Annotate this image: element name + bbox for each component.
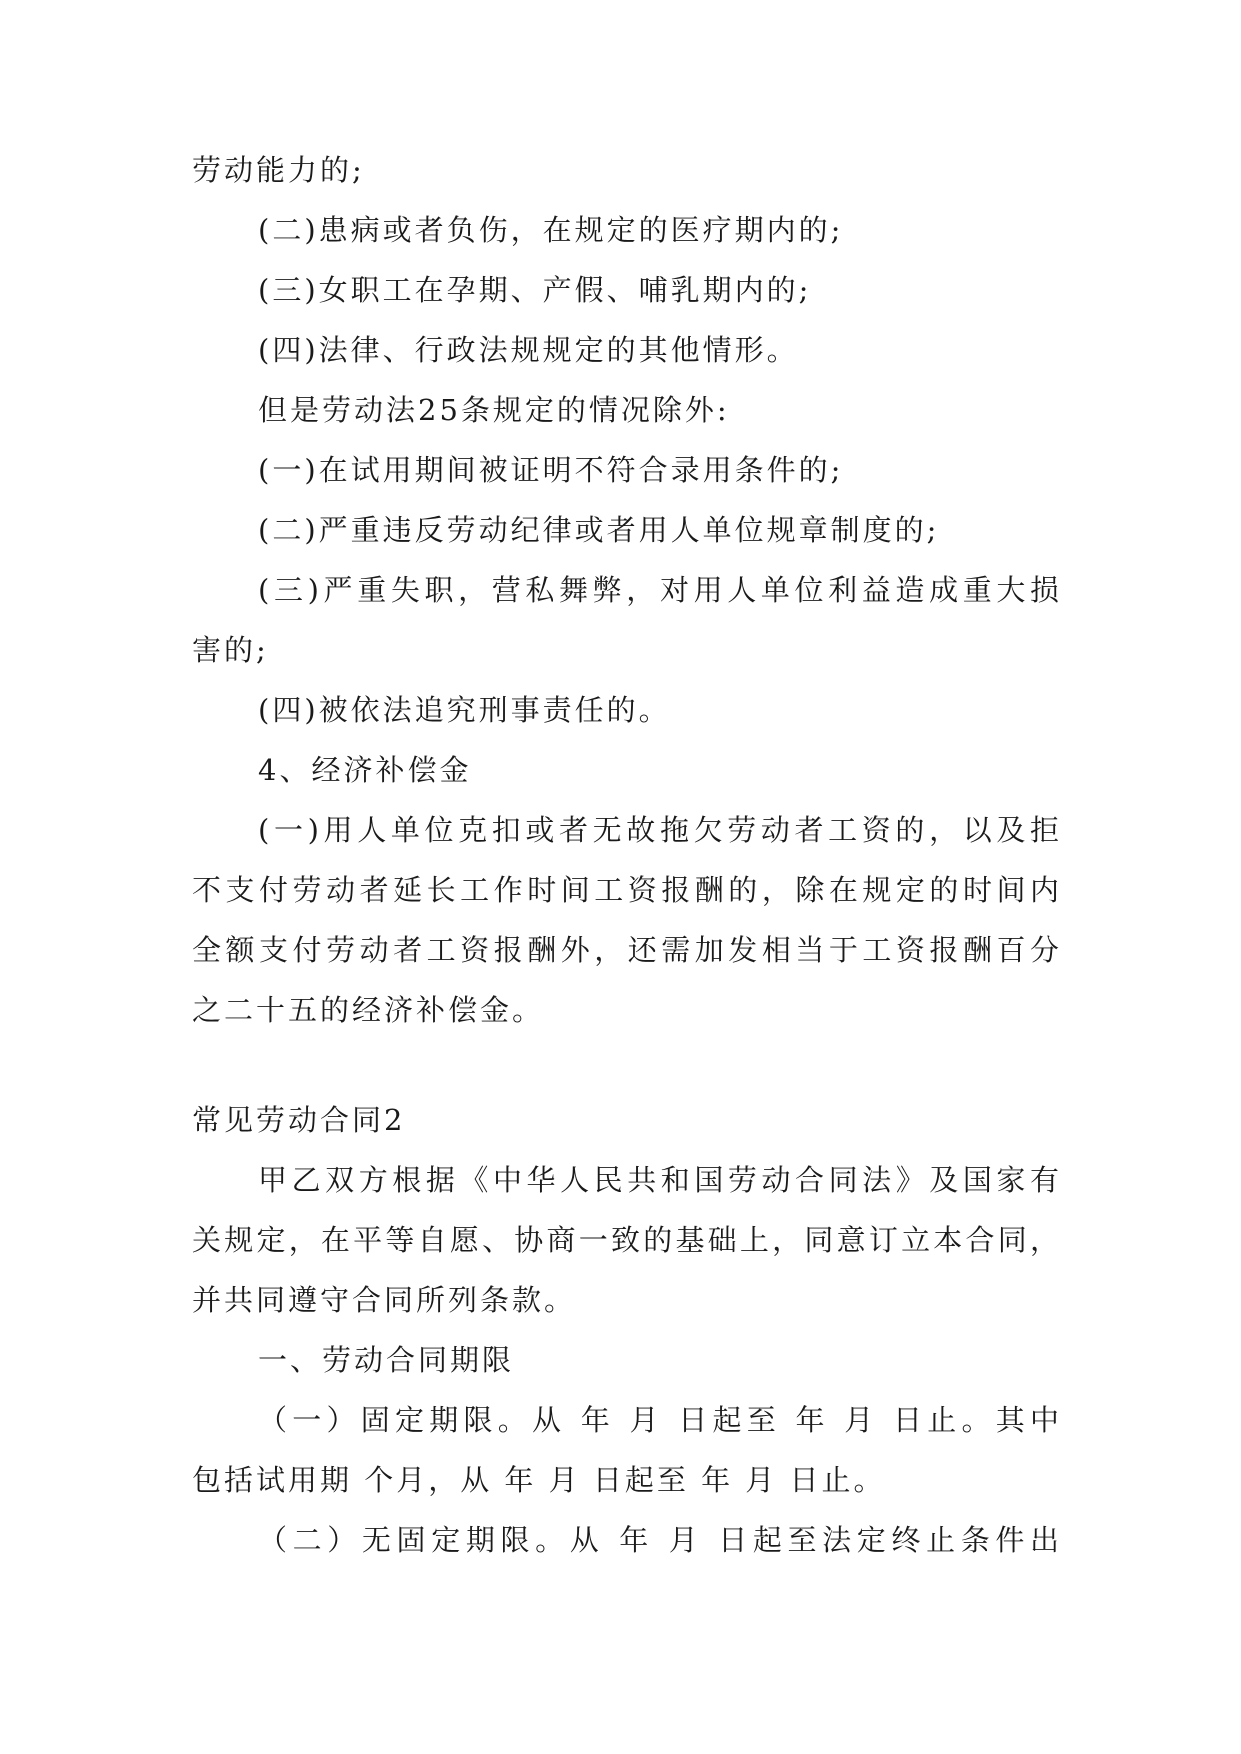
text-line: (二)患病或者负伤，在规定的医疗期内的; <box>258 213 844 247</box>
section-heading: 4、经济补偿金 <box>258 753 472 787</box>
text-line: 但是劳动法25条规定的情况除外: <box>258 393 730 427</box>
text-line: 全额支付劳动者工资报酬外，还需加发相当于工资报酬百分 <box>192 933 1062 967</box>
text-line: （二）无固定期限。从 年 月 日起至法定终止条件出 <box>258 1523 1062 1557</box>
text-line: 包括试用期 个月，从 年 月 日起至 年 月 日止。 <box>192 1463 886 1497</box>
text-line: (一)在试用期间被证明不符合录用条件的; <box>258 453 844 487</box>
text-line: 甲乙双方根据《中华人民共和国劳动合同法》及国家有 <box>258 1163 1062 1197</box>
text-line: (一)用人单位克扣或者无故拖欠劳动者工资的，以及拒 <box>258 813 1062 847</box>
text-line: (四)被依法追究刑事责任的。 <box>258 693 671 727</box>
text-line: 并共同遵守合同所列条款。 <box>192 1283 577 1317</box>
text-line: 不支付劳动者延长工作时间工资报酬的，除在规定的时间内 <box>192 873 1062 907</box>
text-line: 之二十五的经济补偿金。 <box>192 993 545 1027</box>
section-heading: 一、劳动合同期限 <box>258 1343 515 1377</box>
text-line: (四)法律、行政法规规定的其他情形。 <box>258 333 799 367</box>
text-line: 害的; <box>192 633 269 667</box>
text-line: (三)女职工在孕期、产假、哺乳期内的; <box>258 273 812 307</box>
document-title: 常见劳动合同2 <box>192 1103 406 1137</box>
text-line: （一）固定期限。从 年 月 日起至 年 月 日止。其中 <box>258 1403 1062 1437</box>
text-line: 关规定，在平等自愿、协商一致的基础上，同意订立本合同， <box>192 1223 1062 1257</box>
text-line: (三)严重失职，营私舞弊，对用人单位利益造成重大损 <box>258 573 1062 607</box>
text-line: (二)严重违反劳动纪律或者用人单位规章制度的; <box>258 513 940 547</box>
text-line: 劳动能力的; <box>192 153 365 187</box>
